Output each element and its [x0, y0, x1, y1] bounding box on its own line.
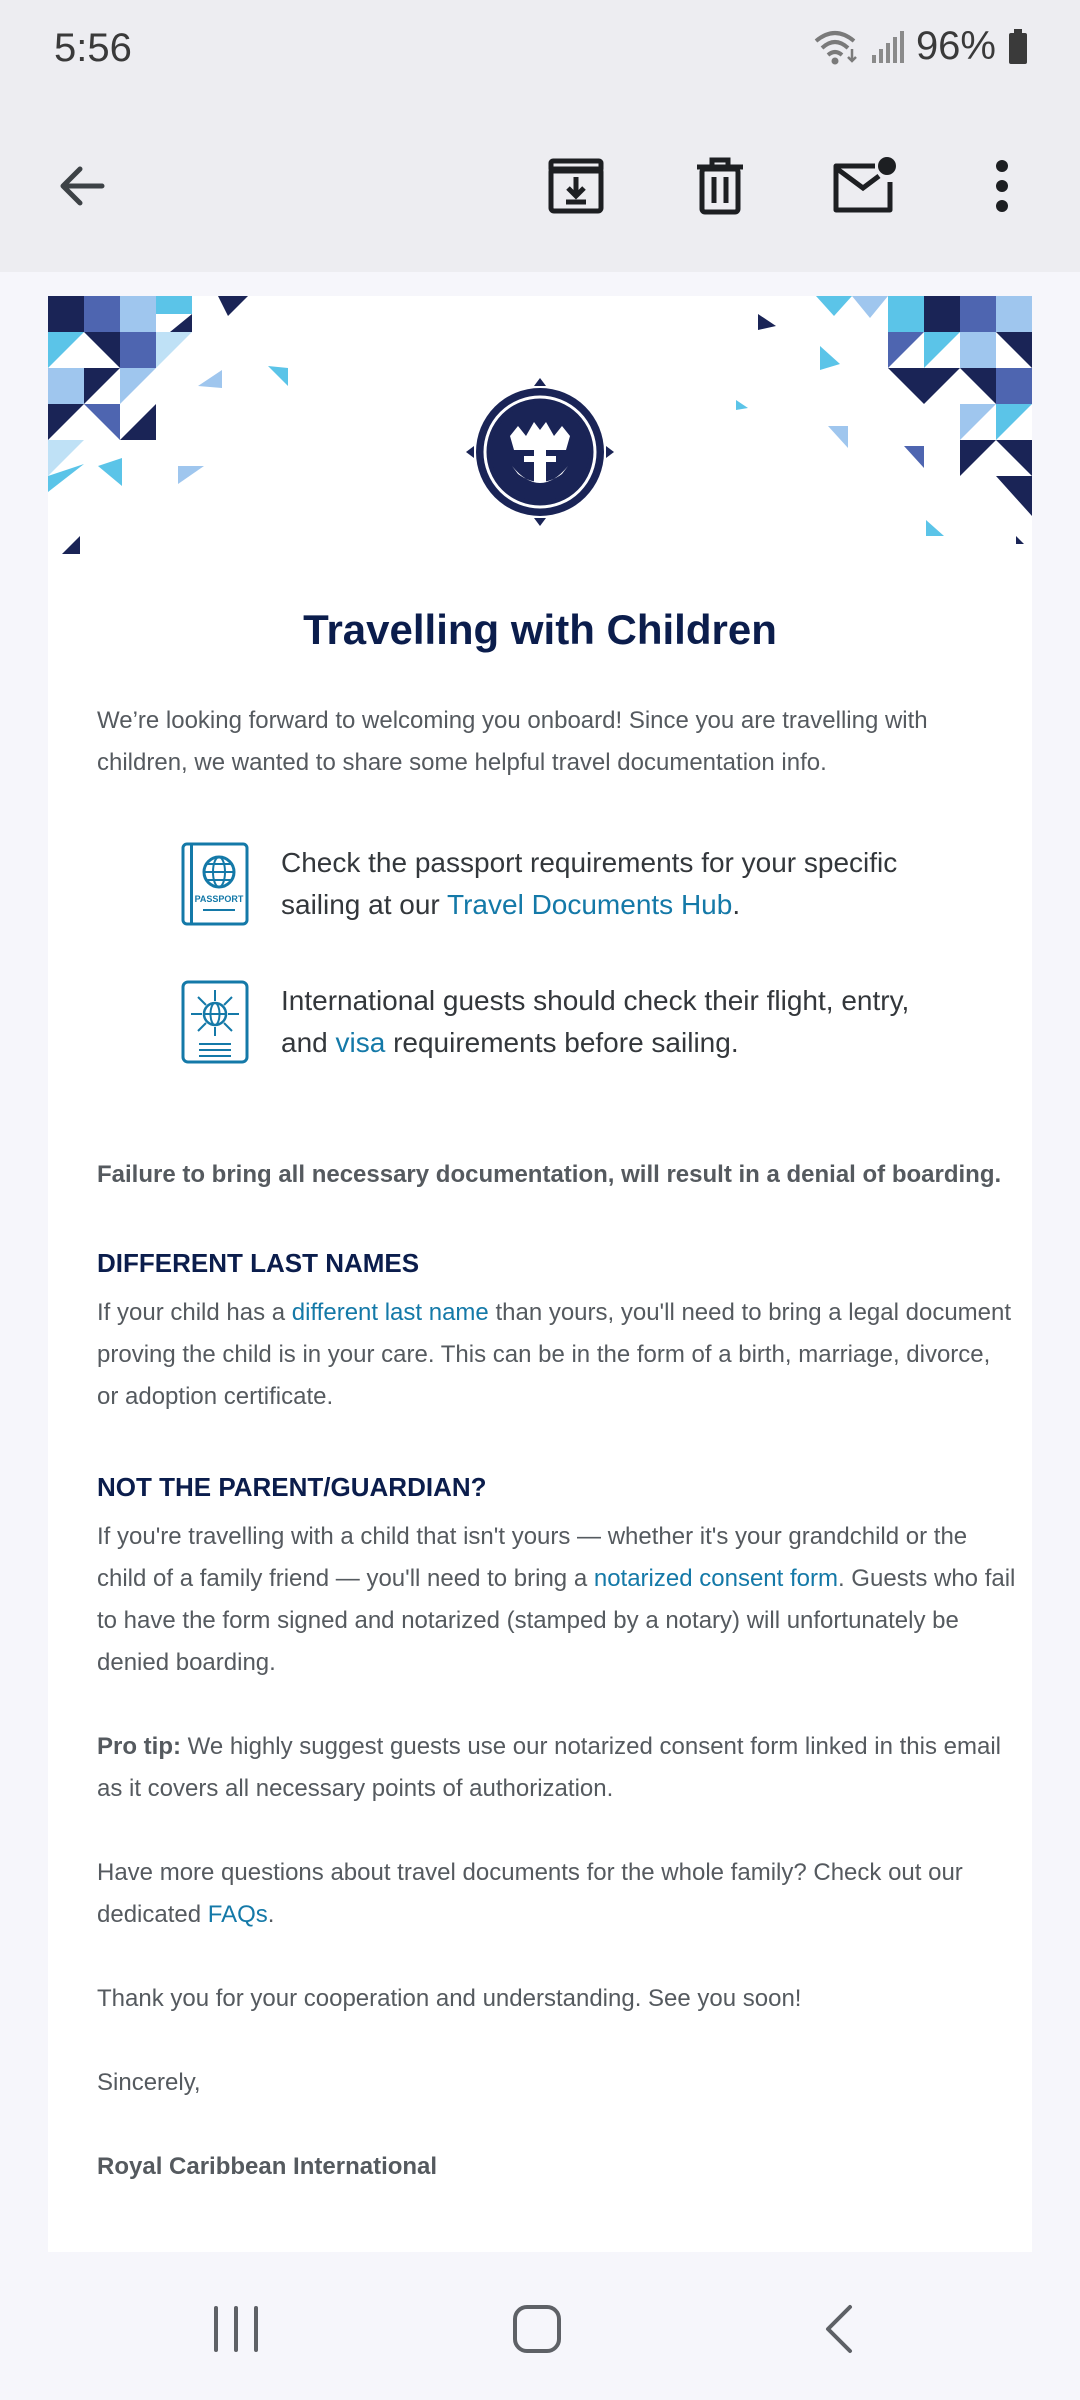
home-button[interactable] [497, 2294, 577, 2364]
royal-caribbean-crown-anchor-logo [466, 378, 614, 526]
sender-name: Royal Caribbean International [97, 2153, 438, 2180]
battery-percent: 96% [915, 24, 996, 68]
passport-icon-label: PASSPORT [194, 894, 244, 904]
more-options-button[interactable] [956, 140, 1048, 232]
notarized-consent-form-link[interactable]: notarized consent form [593, 1565, 838, 1592]
pro-tip-label: Pro tip: [97, 1733, 181, 1760]
email-body [48, 296, 1032, 2252]
faqs-link[interactable]: FAQs [207, 1901, 268, 1928]
thanks-paragraph: Thank you for your cooperation and understanding. See you soon! [97, 1985, 802, 2012]
feature-international-text [281, 980, 941, 1064]
last-names-text-after: than yours, you'll need to bring a legal document proving the child is in your care. This can be in the form of a birth, marriage, divorce, or adoption certificate. [97, 1299, 1012, 1410]
archive-icon [547, 157, 605, 215]
feature-international-text-after: requirements before sailing. [385, 1027, 739, 1058]
faq-paragraph [97, 1852, 1017, 1936]
recents-icon [210, 2304, 262, 2354]
visa-link[interactable]: visa [335, 1027, 386, 1058]
guardian-text-after: . Guests who fail to have the form signed and notarized (stamped by a notary) will unfortunately be denied boarding. [97, 1565, 1016, 1676]
feature-international [181, 980, 941, 1064]
battery-icon [1008, 29, 1028, 65]
wifi-icon [812, 27, 858, 67]
feature-international-text-before: International guests should check their flight, entry, and [281, 985, 910, 1058]
system-nav-bar [0, 2256, 1080, 2400]
globe-document-icon [181, 980, 251, 1064]
different-last-names-paragraph [97, 1292, 1017, 1418]
archive-button[interactable] [530, 140, 622, 232]
signal-icon [870, 29, 904, 65]
signoff: Sincerely, [97, 2069, 201, 2096]
status-icons [812, 24, 1028, 69]
back-button[interactable] [36, 140, 128, 232]
arrow-left-icon [56, 160, 108, 212]
documentation-warning: Failure to bring all necessary documentation, will result in a denial of boarding. [97, 1161, 1002, 1188]
last-names-text-before: If your child has a [97, 1299, 292, 1326]
nav-back-button[interactable] [800, 2294, 880, 2364]
passport-icon [181, 842, 251, 926]
not-parent-guardian-paragraph [97, 1516, 1017, 1684]
intro-paragraph: We’re looking forward to welcoming you onboard! Since you are travelling with children, we wanted to share some helpful travel documentation info. [97, 707, 928, 776]
different-last-name-link[interactable]: different last name [291, 1299, 489, 1326]
not-parent-guardian-heading: NOT THE PARENT/GUARDIAN? [97, 1472, 487, 1502]
status-bar [0, 0, 1080, 100]
pro-tip-text: We highly suggest guests use our notarized consent form linked in this email as it covers all necessary points of authorization. [97, 1733, 1001, 1802]
feature-passport-text [281, 842, 941, 926]
feature-passport-text-before: Check the passport requirements for your specific sailing at our [281, 847, 898, 920]
back-chevron-icon [820, 2303, 860, 2355]
email-toolbar [0, 100, 1080, 272]
feature-passport [181, 842, 941, 926]
guardian-text-before: If you're travelling with a child that isn't yours — whether it's your grandchild or the child of a family friend — you'll need to bring a [97, 1523, 968, 1592]
faq-text-before: Have more questions about travel documents for the whole family? Check out our dedicated [97, 1859, 963, 1928]
mail-unread-icon [831, 156, 897, 216]
mark-unread-button[interactable] [818, 140, 910, 232]
delete-button[interactable] [674, 140, 766, 232]
faq-text-after: . [267, 1901, 275, 1928]
travel-documents-hub-link[interactable]: Travel Documents Hub [447, 889, 733, 920]
recents-button[interactable] [196, 2294, 276, 2364]
pro-tip-paragraph [97, 1726, 1017, 1810]
feature-passport-text-after: . [732, 889, 741, 920]
trash-icon [695, 157, 745, 215]
status-time: 5:56 [54, 26, 132, 70]
more-vert-icon [995, 160, 1009, 212]
different-last-names-heading: DIFFERENT LAST NAMES [97, 1248, 420, 1278]
home-icon [511, 2303, 563, 2355]
email-title: Travelling with Children [303, 606, 777, 653]
